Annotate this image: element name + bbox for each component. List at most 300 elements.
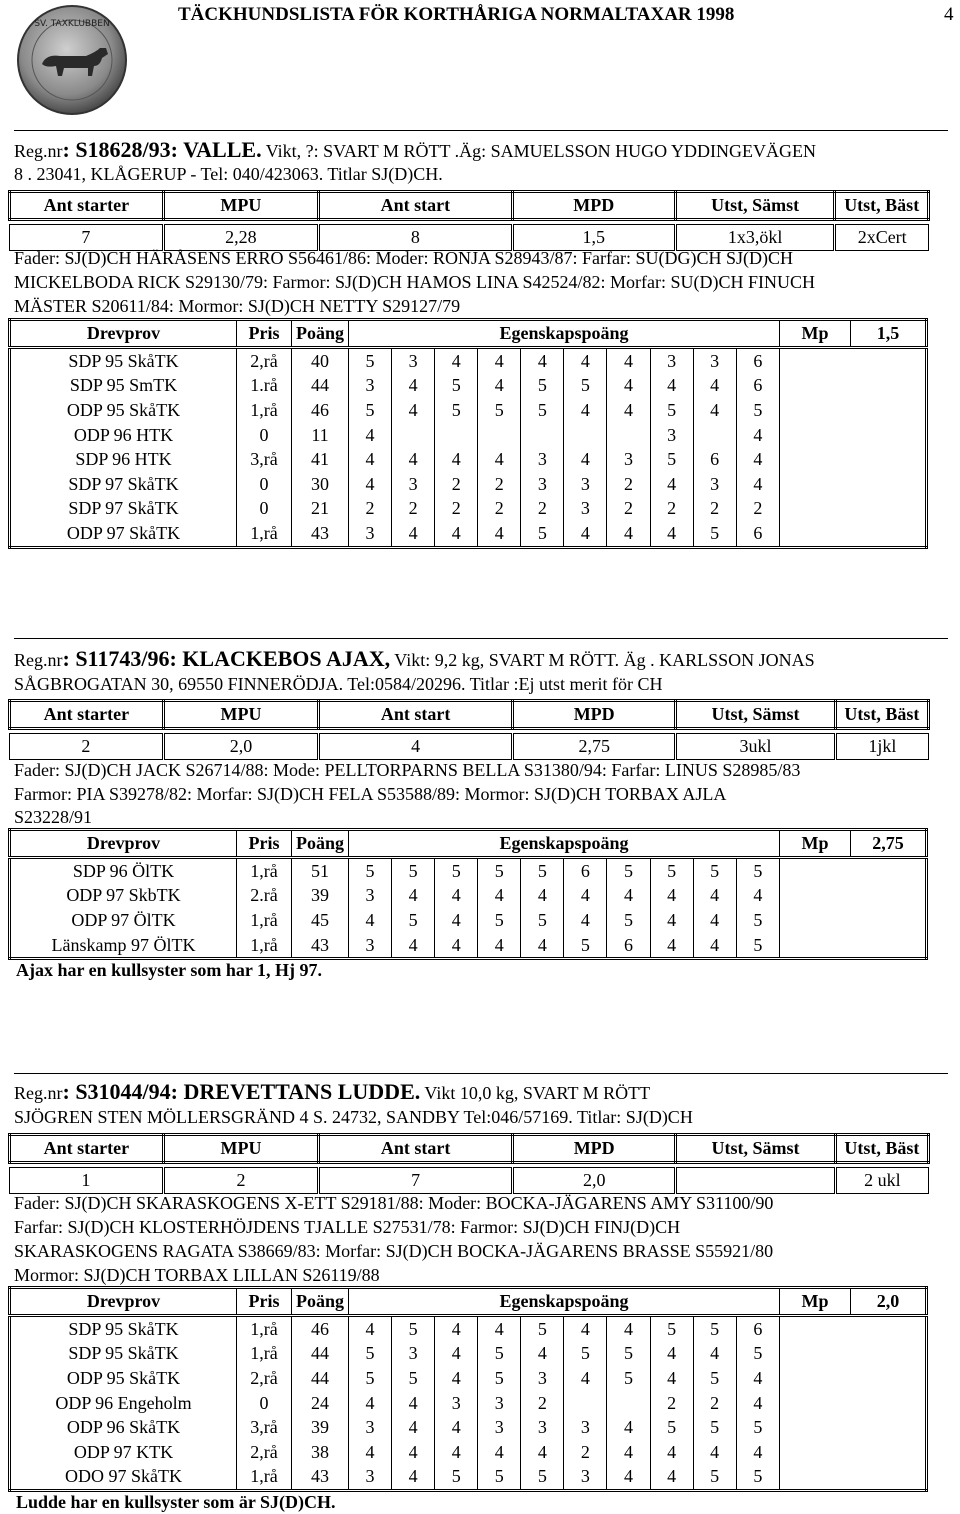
drevprov-header-mp: Mp [780, 320, 851, 348]
trait-score: 4 [693, 933, 736, 959]
trial-points: 46 [292, 398, 349, 423]
trait-score: 5 [478, 858, 521, 884]
trait-score [478, 423, 521, 448]
trait-score: 4 [478, 933, 521, 959]
trial-name: ODP 95 SkåTK [10, 1366, 237, 1391]
trait-score: 3 [650, 348, 693, 374]
trait-score: 4 [521, 348, 564, 374]
trait-score: 5 [693, 1415, 736, 1440]
trait-score: 5 [435, 398, 478, 423]
trait-score: 2 [693, 1391, 736, 1416]
trait-score: 5 [693, 521, 736, 547]
stats-value: 2,75 [513, 734, 676, 760]
trait-score: 3 [607, 447, 650, 472]
trial-name: SDP 97 SkåTK [10, 497, 237, 522]
trait-score: 4 [478, 374, 521, 399]
stats-value: 1,5 [512, 225, 675, 251]
pedigree-line: MÄSTER S20611/84: Mormor: SJ(D)CH NETTY S29127/79 [14, 296, 461, 316]
drevprov-row [10, 858, 927, 884]
trait-score: 5 [736, 933, 779, 959]
stats-value: 2,0 [163, 734, 318, 760]
dog-3-owner-line: SJÖGREN STEN MÖLLERSGRÄND 4 S. 24732, SANDBY Tel:046/57169. Titlar: SJ(D)CH [14, 1107, 693, 1127]
trait-score [693, 423, 736, 448]
trait-score: 5 [736, 1342, 779, 1367]
trait-score [564, 1391, 607, 1416]
blank-cell [780, 908, 851, 933]
trait-score: 5 [521, 374, 564, 399]
blank-cell [851, 858, 927, 884]
section-divider [14, 1073, 948, 1074]
trait-score: 5 [564, 933, 607, 959]
trait-score: 4 [650, 1342, 693, 1367]
trait-score: 3 [349, 374, 392, 399]
trait-score: 4 [693, 398, 736, 423]
dog-note: Ludde har en kullsyster som är SJ(D)CH. [16, 1492, 336, 1512]
drevprov-header-poang: Poäng [292, 830, 349, 858]
trial-prize: 0 [237, 1391, 292, 1416]
drevprov-table [8, 1286, 928, 1492]
drevprov-header-pris: Pris [237, 320, 292, 348]
trial-prize: 0 [237, 472, 292, 497]
trial-prize: 1.rå [237, 374, 292, 399]
blank-cell [851, 933, 927, 959]
trait-score: 6 [736, 521, 779, 547]
club-logo-icon [16, 4, 128, 116]
section-divider [14, 130, 948, 131]
trait-score: 4 [392, 933, 435, 959]
reg-label: Reg.nr [14, 650, 63, 670]
drevprov-row [10, 374, 927, 399]
drevprov-row [10, 933, 927, 959]
trial-points: 39 [292, 884, 349, 909]
trait-score: 4 [349, 1316, 392, 1342]
trait-score: 5 [607, 858, 650, 884]
trait-score: 5 [478, 1366, 521, 1391]
drevprov-row [10, 908, 927, 933]
trait-score: 3 [349, 521, 392, 547]
trait-score: 5 [650, 447, 693, 472]
drevprov-row [10, 423, 927, 448]
trait-score: 4 [607, 521, 650, 547]
trait-score: 3 [564, 1465, 607, 1491]
stats-header: MPU [163, 1135, 318, 1163]
trial-prize: 0 [237, 497, 292, 522]
trait-score: 5 [521, 398, 564, 423]
trait-score: 4 [564, 884, 607, 909]
trial-points: 43 [292, 521, 349, 547]
stats-header: Utst, Sämst [676, 701, 835, 729]
trait-score: 5 [435, 858, 478, 884]
trial-prize: 1,rå [237, 1342, 292, 1367]
trait-score: 6 [736, 348, 779, 374]
trait-score: 4 [349, 423, 392, 448]
trait-score: 4 [564, 348, 607, 374]
trait-score: 5 [349, 398, 392, 423]
trial-name: ODP 97 SkbTK [10, 884, 237, 909]
trait-score: 2 [564, 1440, 607, 1465]
stats-header: Utst, Sämst [676, 1135, 835, 1163]
drevprov-header-egenskap: Egenskapspoäng [349, 1288, 780, 1316]
trait-score: 4 [392, 1465, 435, 1491]
drevprov-row [10, 1465, 927, 1491]
trial-points: 43 [292, 933, 349, 959]
trait-score: 5 [521, 1316, 564, 1342]
trial-points: 11 [292, 423, 349, 448]
trait-score: 3 [564, 497, 607, 522]
trait-score: 5 [736, 908, 779, 933]
trait-score: 4 [564, 521, 607, 547]
trait-score: 5 [564, 374, 607, 399]
trait-score: 4 [564, 908, 607, 933]
drevprov-row [10, 1391, 927, 1416]
drevprov-header-egenskap: Egenskapspoäng [349, 830, 780, 858]
stats-value: 2,0 [513, 1168, 676, 1194]
trait-score: 5 [349, 1366, 392, 1391]
stats-value [676, 1168, 835, 1194]
blank-cell [851, 1342, 927, 1367]
blank-cell [851, 884, 927, 909]
trait-score: 2 [435, 472, 478, 497]
trait-score: 3 [349, 1415, 392, 1440]
trait-score: 3 [392, 1342, 435, 1367]
trial-points: 38 [292, 1440, 349, 1465]
blank-cell [780, 423, 851, 448]
trait-score: 4 [435, 1342, 478, 1367]
trial-prize: 3,rå [237, 447, 292, 472]
trait-score: 4 [478, 1440, 521, 1465]
trial-name: SDP 97 SkåTK [10, 472, 237, 497]
stats-value: 2 [10, 734, 164, 760]
stats-value: 1 [10, 1168, 164, 1194]
stats-header: Utst, Bäst [835, 1135, 928, 1163]
drevprov-table [8, 828, 928, 960]
trait-score: 4 [736, 472, 779, 497]
trait-score: 5 [693, 858, 736, 884]
trait-score: 5 [521, 908, 564, 933]
trial-points: 44 [292, 374, 349, 399]
trait-score: 4 [349, 472, 392, 497]
trait-score: 4 [435, 348, 478, 374]
trait-score: 4 [650, 1465, 693, 1491]
blank-cell [780, 497, 851, 522]
dog-name: : S18628/93: VALLE. [62, 137, 262, 162]
trial-name: ODP 96 SkåTK [10, 1415, 237, 1440]
trait-score: 4 [521, 933, 564, 959]
trial-points: 44 [292, 1342, 349, 1367]
trial-name: ODP 96 HTK [10, 423, 237, 448]
trait-score: 5 [349, 858, 392, 884]
stats-header: Ant start [319, 1135, 513, 1163]
trial-prize: 1,rå [237, 398, 292, 423]
trait-score: 4 [736, 1366, 779, 1391]
trait-score: 4 [736, 884, 779, 909]
trial-prize: 2,rå [237, 1440, 292, 1465]
pedigree-line: Fader: SJ(D)CH HÄRÅSENS ERRO S56461/86: Moder: RONJA S28943/87: Farfar: SU(DG)CH SJ(D)CH [14, 248, 794, 268]
blank-cell [780, 348, 851, 374]
trait-score: 4 [349, 447, 392, 472]
trait-score: 6 [564, 858, 607, 884]
trait-score: 4 [693, 1440, 736, 1465]
trait-score: 5 [650, 858, 693, 884]
trial-points: 51 [292, 858, 349, 884]
trial-prize: 1,rå [237, 858, 292, 884]
trait-score: 4 [435, 1415, 478, 1440]
trait-score: 4 [349, 1440, 392, 1465]
stats-header: Ant starter [10, 1135, 164, 1163]
trait-score: 4 [607, 1465, 650, 1491]
trait-score: 2 [693, 497, 736, 522]
trait-score: 4 [478, 1316, 521, 1342]
trait-score: 6 [736, 1316, 779, 1342]
stats-header: MPU [163, 192, 318, 220]
trait-score: 4 [650, 521, 693, 547]
trait-score: 3 [564, 1415, 607, 1440]
blank-cell [851, 374, 927, 399]
trial-name: Länskamp 97 ÖlTK [10, 933, 237, 959]
trait-score: 4 [564, 447, 607, 472]
drevprov-header-mp: Mp [780, 1288, 851, 1316]
trait-score: 4 [435, 1316, 478, 1342]
drevprov-table [8, 318, 928, 549]
trait-score: 4 [607, 348, 650, 374]
trait-score: 5 [478, 1342, 521, 1367]
trait-score: 5 [736, 858, 779, 884]
trait-score: 2 [607, 497, 650, 522]
trial-points: 40 [292, 348, 349, 374]
trial-points: 30 [292, 472, 349, 497]
drevprov-row [10, 521, 927, 547]
trial-points: 45 [292, 908, 349, 933]
pedigree-line: S23228/91 [14, 807, 93, 827]
blank-cell [780, 398, 851, 423]
drevprov-row [10, 348, 927, 374]
pedigree-line: Fader: SJ(D)CH JACK S26714/88: Mode: PELLTORPARNS BELLA S31380/94: Farfar: LINUS S28985/83 [14, 760, 801, 780]
trait-score: 5 [349, 1342, 392, 1367]
drevprov-row [10, 1316, 927, 1342]
blank-cell [851, 1440, 927, 1465]
trait-score: 2 [607, 472, 650, 497]
trait-score: 3 [693, 348, 736, 374]
stats-table [8, 699, 930, 760]
blank-cell [780, 447, 851, 472]
stats-header: MPD [513, 701, 676, 729]
trait-score: 4 [392, 447, 435, 472]
pedigree-line: SKARASKOGENS RAGATA S38669/83: Morfar: SJ(D)CH BOCKA-JÄGARENS BRASSE S55921/80 [14, 1241, 774, 1261]
trial-points: 46 [292, 1316, 349, 1342]
trait-score: 4 [435, 447, 478, 472]
trait-score: 2 [521, 497, 564, 522]
drevprov-header-poang: Poäng [292, 1288, 349, 1316]
trait-score: 5 [650, 1316, 693, 1342]
blank-cell [851, 1316, 927, 1342]
blank-cell [780, 374, 851, 399]
dog-1-reg-line [14, 137, 816, 163]
trait-score: 2 [478, 472, 521, 497]
trait-score: 4 [478, 348, 521, 374]
reg-label: Reg.nr [14, 141, 63, 161]
trial-points: 39 [292, 1415, 349, 1440]
mp-value: 2,0 [876, 1291, 900, 1311]
reg-label: Reg.nr [14, 1083, 63, 1103]
trait-score: 4 [564, 1366, 607, 1391]
trait-score: 4 [693, 374, 736, 399]
drevprov-header-pris: Pris [237, 830, 292, 858]
stats-table [8, 1133, 930, 1194]
stats-header: Utst, Bäst [835, 192, 929, 220]
stats-header: Ant starter [10, 701, 164, 729]
drevprov-header-drevprov: Drevprov [10, 830, 237, 858]
drevprov-header-pris: Pris [237, 1288, 292, 1316]
trait-score: 4 [521, 884, 564, 909]
pedigree-line: Farmor: PIA S39278/82: Morfar: SJ(D)CH FELA S53588/89: Mormor: SJ(D)CH TORBAX AJLA [14, 784, 727, 804]
trait-score: 4 [736, 1440, 779, 1465]
page-title: TÄCKHUNDSLISTA FÖR KORTHÅRIGA NORMALTAXAR 1998 [178, 4, 735, 25]
trial-points: 21 [292, 497, 349, 522]
trial-points: 44 [292, 1366, 349, 1391]
trait-score: 4 [435, 521, 478, 547]
trait-score: 4 [650, 472, 693, 497]
stats-header: Utst, Bäst [835, 701, 928, 729]
stats-value: 4 [319, 734, 513, 760]
blank-cell [851, 447, 927, 472]
trait-score: 5 [564, 1342, 607, 1367]
trait-score: 2 [736, 497, 779, 522]
trait-score: 2 [478, 497, 521, 522]
trait-score: 5 [736, 398, 779, 423]
trait-score: 4 [435, 1440, 478, 1465]
stats-value: 2 [163, 1168, 318, 1194]
stats-value: 7 [10, 225, 164, 251]
trial-prize: 1,rå [237, 908, 292, 933]
trait-score: 3 [349, 884, 392, 909]
trait-score: 4 [736, 1391, 779, 1416]
blank-cell [851, 908, 927, 933]
trial-prize: 2,rå [237, 348, 292, 374]
drevprov-header-egenskap: Egenskapspoäng [349, 320, 780, 348]
stats-header: MPD [513, 1135, 676, 1163]
blank-cell [780, 1415, 851, 1440]
trial-name: ODP 97 ÖlTK [10, 908, 237, 933]
stats-header: Ant starter [10, 192, 164, 220]
trait-score: 4 [392, 1440, 435, 1465]
trait-score: 4 [650, 1366, 693, 1391]
pedigree-line: Mormor: SJ(D)CH TORBAX LILLAN S26119/88 [14, 1265, 380, 1285]
trait-score: 4 [650, 884, 693, 909]
trait-score: 4 [650, 1440, 693, 1465]
trait-score: 4 [693, 908, 736, 933]
stats-value: 2 ukl [835, 1168, 928, 1194]
trial-prize: 1,rå [237, 1465, 292, 1491]
trait-score: 5 [521, 1465, 564, 1491]
trait-score: 4 [521, 1342, 564, 1367]
trait-score: 5 [478, 908, 521, 933]
trait-score [564, 423, 607, 448]
stats-value: 8 [318, 225, 512, 251]
trait-score: 4 [392, 374, 435, 399]
trait-score: 4 [349, 1391, 392, 1416]
blank-cell [851, 521, 927, 547]
trait-score: 5 [650, 398, 693, 423]
dog-info: Vikt, ?: SVART M RÖTT .Äg: SAMUELSSON HUGO YDDINGEVÄGEN [261, 141, 816, 161]
trait-score: 4 [564, 1316, 607, 1342]
trait-score: 3 [349, 933, 392, 959]
dog-info: Vikt: 9,2 kg, SVART M RÖTT. Äg . KARLSSON JONAS [390, 650, 815, 670]
stats-value: 1x3,ökl [675, 225, 835, 251]
blank-cell [851, 1366, 927, 1391]
trait-score: 4 [478, 447, 521, 472]
mp-value: 2,75 [872, 833, 904, 853]
trait-score: 4 [435, 1366, 478, 1391]
trait-score: 5 [435, 1465, 478, 1491]
trait-score: 4 [392, 1415, 435, 1440]
trait-score: 5 [693, 1316, 736, 1342]
trait-score: 3 [564, 472, 607, 497]
blank-cell [851, 1465, 927, 1491]
blank-cell [780, 472, 851, 497]
blank-cell [780, 1391, 851, 1416]
trial-prize: 3,rå [237, 1415, 292, 1440]
section-divider [14, 638, 948, 639]
drevprov-row [10, 447, 927, 472]
dog-note: Ajax har en kullsyster som har 1, Hj 97. [16, 960, 323, 980]
trait-score: 2 [650, 1391, 693, 1416]
drevprov-row [10, 1366, 927, 1391]
trait-score: 4 [693, 884, 736, 909]
trait-score: 4 [435, 908, 478, 933]
stats-value: 2,28 [163, 225, 318, 251]
trait-score [435, 423, 478, 448]
trait-score: 5 [349, 348, 392, 374]
trait-score: 2 [349, 497, 392, 522]
trial-name: SDP 96 HTK [10, 447, 237, 472]
dog-name: : S31044/94: DREVETTANS LUDDE. [62, 1079, 421, 1104]
trait-score: 4 [392, 1391, 435, 1416]
stats-header: Ant start [319, 701, 513, 729]
mp-value: 1,5 [876, 323, 900, 343]
trial-name: ODP 96 Engeholm [10, 1391, 237, 1416]
trait-score: 2 [392, 497, 435, 522]
trait-score [521, 423, 564, 448]
stats-header: MPU [163, 701, 318, 729]
trial-points: 41 [292, 447, 349, 472]
trait-score: 3 [693, 472, 736, 497]
trial-prize: 1,rå [237, 933, 292, 959]
trait-score: 3 [521, 1415, 564, 1440]
trial-points: 24 [292, 1391, 349, 1416]
blank-cell [851, 348, 927, 374]
trait-score: 3 [521, 447, 564, 472]
drevprov-header-poang: Poäng [292, 320, 349, 348]
blank-cell [780, 1342, 851, 1367]
stats-value: 7 [319, 1168, 513, 1194]
trait-score: 4 [607, 884, 650, 909]
trait-score: 5 [650, 1415, 693, 1440]
trait-score: 4 [392, 398, 435, 423]
drevprov-row [10, 1342, 927, 1367]
stats-header: Ant start [318, 192, 512, 220]
trial-prize: 0 [237, 423, 292, 448]
drevprov-row [10, 398, 927, 423]
trait-score: 4 [521, 1440, 564, 1465]
page-number: 4 [944, 4, 954, 25]
trait-score: 4 [607, 1415, 650, 1440]
trait-score: 6 [607, 933, 650, 959]
trait-score: 5 [392, 1366, 435, 1391]
blank-cell [780, 521, 851, 547]
trait-score: 5 [478, 398, 521, 423]
trait-score: 4 [607, 1316, 650, 1342]
trait-score: 5 [521, 521, 564, 547]
